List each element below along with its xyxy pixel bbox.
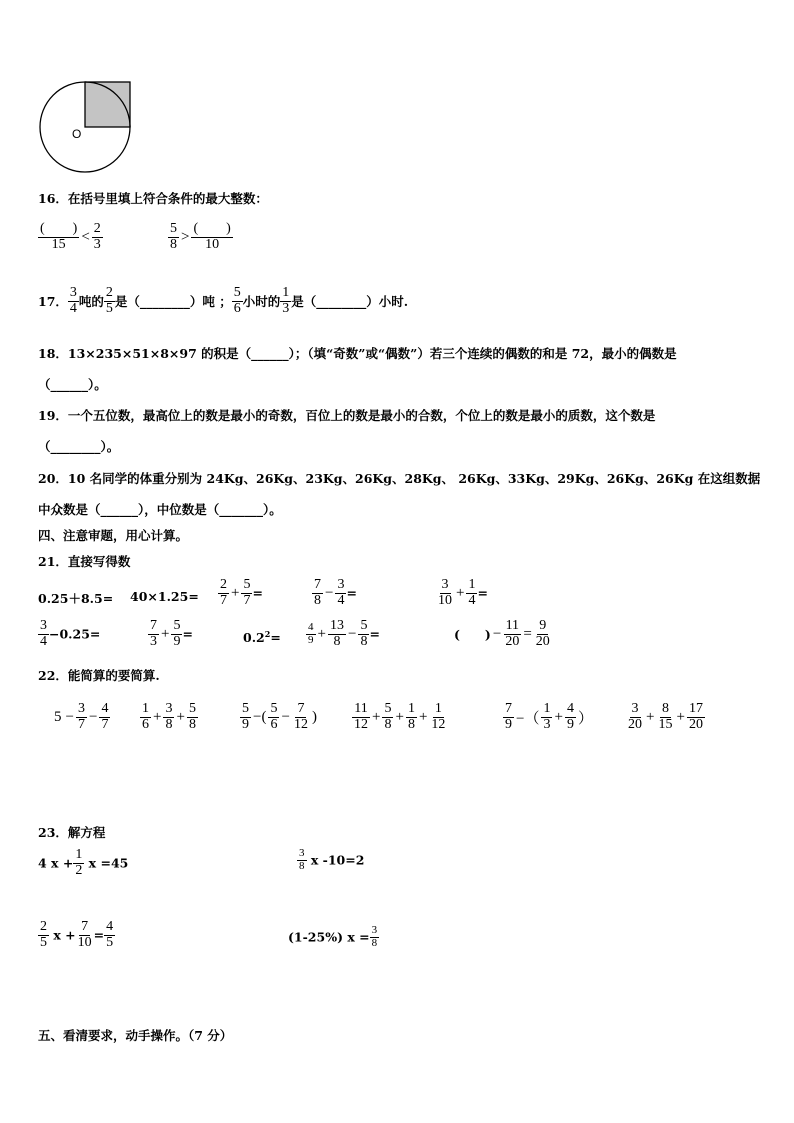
center-label: O	[72, 127, 82, 141]
q21-expr-2: 40×1.25=	[130, 589, 199, 604]
q16-inequality-2: $\frac{5}{8}$ > ( ) 10	[170, 221, 231, 252]
q22-expr-2: $\frac{1}{6}$ + $\frac{3}{8}$ + $\frac{5}{8}$	[142, 701, 196, 732]
q23-equation-2: $\frac{3}{8}$ x -10=2	[299, 847, 365, 872]
q22-expr-6: $\frac{3}{20}$ + $\frac{8}{15}$ + $\frac{17}{20}$	[628, 701, 703, 732]
q21-title: 21．直接写得数	[38, 554, 131, 569]
q22-title: 22．能简算的要简算.	[38, 668, 160, 683]
q21-expr-4: $\frac{7}{8}$ − $\frac{3}{4}$ =	[314, 577, 357, 608]
q23-equation-4: (1-25%) x = $\frac{3}{8}$	[288, 924, 378, 949]
shaded-square	[85, 82, 130, 127]
q22-expr-1: 5 − $\frac{3}{7}$ − $\frac{4}{7}$	[54, 701, 109, 732]
section-4-title: 四、注意审题，用心计算。	[38, 528, 189, 543]
q21-expr-5: $\frac{3}{10}$ + $\frac{1}{4}$ =	[438, 577, 488, 608]
q20-line-2: 中众数是（______），中位数是（_______）。	[38, 502, 282, 517]
q21-expr-7: $\frac{7}{3}$ + $\frac{5}{9}$ =	[150, 618, 193, 649]
q22-expr-5: $\frac{7}{9}$ −（ $\frac{1}{3}$ + $\frac{4}{9}$ ）	[505, 701, 593, 732]
section-5-title: 五、看清要求，动手操作。（7 分）	[38, 1028, 233, 1043]
q20-line-1: 20．10 名同学的体重分别为 24Kg、26Kg、23Kg、26Kg、28Kg、 26Kg、33Kg、29Kg、26Kg、26Kg 在这组数据	[38, 471, 761, 486]
q21-expr-1: 0.25＋8.5=	[38, 591, 114, 606]
q21-expr-8: $0.2^2=$	[243, 629, 281, 646]
q17-line: 17． $\frac{3}{4}$ 吨的 $\frac{2}{5}$ 是（________）吨 ； $\frac{5}{6}$ 小时的 $\frac{1}{3}$ 是（________）小时.	[38, 285, 409, 316]
q21-expr-9: $\frac{4}{9}$ + $\frac{13}{8}$ − $\frac{5}{8}$ =	[308, 618, 380, 649]
q19-line-1: 19．一个五位数，最高位上的数是最小的奇数，百位上的数是最小的合数，个位上的数是最小的质数，这个数是	[38, 408, 656, 423]
q21-expr-3: $\frac{2}{7}$ + $\frac{5}{7}$ =	[220, 577, 263, 608]
q16-inequality-1: ( ) 15 < $\frac{2}{3}$	[40, 221, 101, 252]
q19-line-2: （________）。	[38, 439, 120, 454]
circle-square-figure	[38, 80, 138, 176]
q23-equation-3: $\frac{2}{5}$ x + $\frac{7}{10}$ = $\frac{4}{5}$	[40, 919, 114, 950]
q18-line-1: 18．13×235×51×8×97 的积是（______）；（填“奇数”或“偶数”）若三个连续的偶数的和是 72，最小的偶数是	[38, 346, 677, 361]
q21-expr-6: $\frac{3}{4}$ −0.25=	[40, 618, 101, 649]
q16-title: 16．在括号里填上符合条件的最大整数：	[38, 191, 268, 206]
q23-equation-1: 4 x + $\frac{1}{2}$ x =45	[38, 847, 129, 878]
q21-expr-10: ( ) − $\frac{11}{20}$ = $\frac{9}{20}$	[454, 618, 550, 649]
q23-title: 23．解方程	[38, 825, 106, 840]
q22-expr-4: $\frac{11}{12}$ + $\frac{5}{8}$ + $\frac{1}{8}$ + $\frac{1}{12}$	[354, 701, 446, 732]
q22-expr-3: $\frac{5}{9}$ −( $\frac{5}{6}$ − $\frac{7}{12}$ )	[242, 701, 317, 732]
q18-line-2: （______）。	[38, 377, 107, 392]
